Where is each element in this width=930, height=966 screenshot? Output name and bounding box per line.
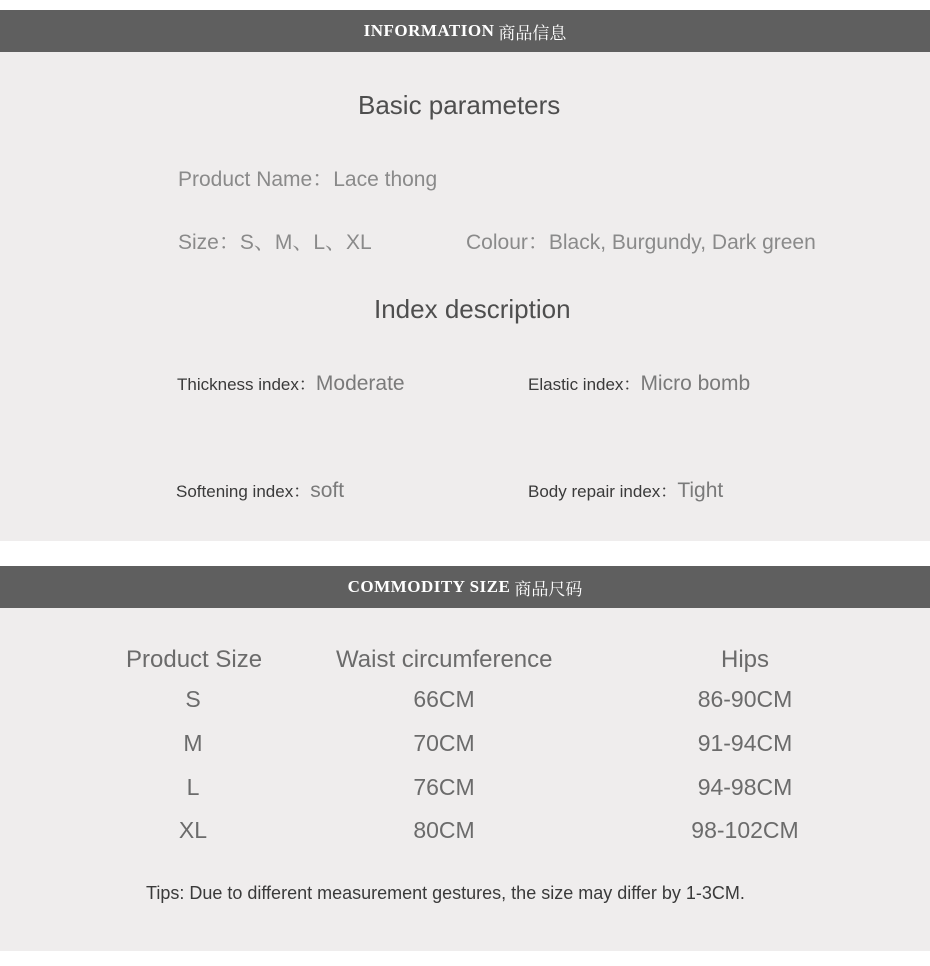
cell-size: M — [183, 730, 203, 756]
basic-parameters-heading: Basic parameters — [358, 90, 561, 120]
cell-waist: 66CM — [413, 686, 475, 712]
cell-size: L — [186, 774, 200, 800]
cell-hips: 98-102CM — [691, 817, 799, 843]
body-repair-index-value: Tight — [677, 479, 724, 502]
header-product-size: Product Size — [126, 646, 263, 673]
colour-row — [466, 226, 816, 256]
size-label: Size： — [178, 231, 240, 254]
cell-size: XL — [178, 817, 208, 843]
product-name-row — [178, 163, 437, 193]
commodity-size-banner — [0, 566, 930, 608]
elastic-index-label: Elastic index： — [528, 375, 641, 394]
cell-hips: 86-90CM — [697, 686, 793, 712]
information-banner — [0, 10, 930, 52]
product-name-label: Product Name： — [178, 168, 334, 191]
cell-size: S — [185, 686, 201, 712]
information-banner-title-en: INFORMATION — [363, 21, 495, 40]
thickness-index-row — [177, 370, 405, 396]
product-name-value: Lace thong — [333, 168, 438, 191]
information-panel — [0, 52, 930, 541]
size-tips: Tips: Due to different measurement gestures, the size may differ by 1-3CM. — [146, 883, 745, 903]
cell-waist: 80CM — [413, 817, 475, 843]
thickness-index-value: Moderate — [315, 372, 405, 395]
size-row — [178, 226, 372, 256]
body-repair-index-row — [528, 477, 723, 503]
information-banner-title-zh: 商品信息 — [498, 23, 567, 44]
size-panel — [0, 608, 930, 951]
colour-value: Black, Burgundy, Dark green — [548, 231, 816, 254]
cell-hips: 91-94CM — [697, 730, 793, 756]
elastic-index-row — [528, 370, 750, 396]
elastic-index-value: Micro bomb — [640, 372, 751, 395]
cell-waist: 70CM — [413, 730, 475, 756]
softening-index-value: soft — [310, 479, 345, 502]
body-repair-index-label: Body repair index： — [528, 482, 678, 501]
thickness-index-label: Thickness index： — [177, 375, 316, 394]
softening-index-label: Softening index： — [176, 482, 311, 501]
cell-waist: 76CM — [413, 774, 475, 800]
index-description-heading: Index description — [374, 294, 571, 324]
cell-hips: 94-98CM — [697, 774, 793, 800]
commodity-size-banner-title-en: COMMODITY SIZE — [347, 577, 511, 596]
size-value: S、M、L、XL — [239, 231, 372, 254]
softening-index-row — [176, 477, 344, 503]
header-hips: Hips — [721, 646, 770, 673]
header-waist-circumference: Waist circumference — [336, 646, 553, 673]
commodity-size-banner-title-zh: 商品尺码 — [514, 579, 583, 600]
colour-label: Colour： — [466, 231, 549, 254]
